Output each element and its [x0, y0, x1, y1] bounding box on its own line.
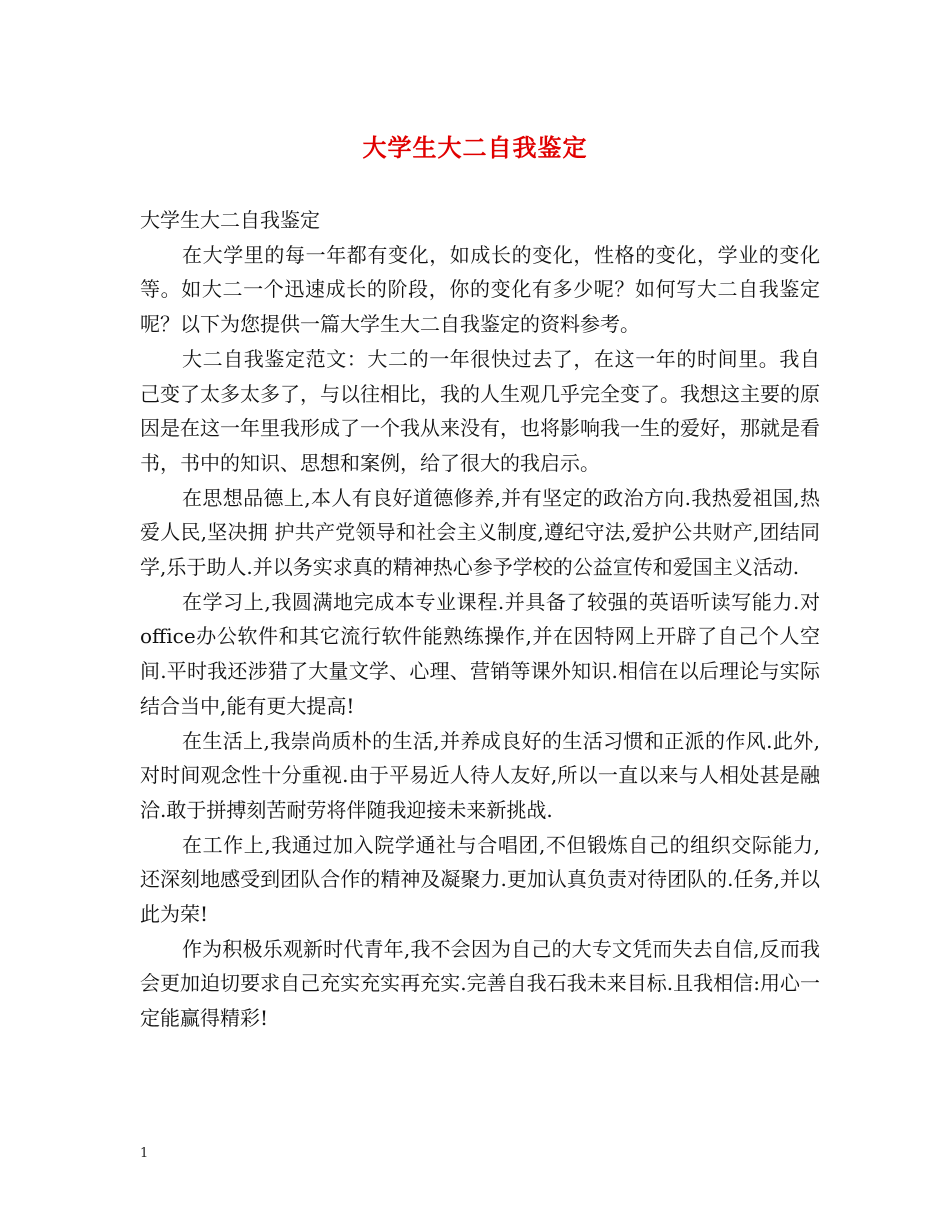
paragraph-life: 在生活上,我崇尚质朴的生活,并养成良好的生活习惯和正派的作风.此外,对时间观念性十分重视.由于平易近人待人友好,所以一直以来与人相处甚是融洽.敢于拼搏刻苦耐劳将伴随我迎接未来新挑战.	[140, 728, 820, 822]
page-number: 1	[140, 1146, 149, 1161]
paragraph-conclusion: 作为积极乐观新时代青年,我不会因为自己的大专文凭而失去自信,反而我会更加迫切要求自己充实充实再充实.完善自我石我未来目标.且我相信:用心一定能赢得精彩!	[140, 936, 820, 1031]
paragraph-work: 在工作上,我通过加入院学通社与合唱团,不但锻炼自己的组织交际能力,还深刻地感受到团队合作的精神及凝聚力.更加认真负责对待团队的.任务,并以此为荣!	[140, 832, 820, 927]
document-title: 大学生大二自我鉴定	[362, 133, 588, 162]
paragraph-intro: 在大学里的每一年都有变化，如成长的变化，性格的变化，学业的变化等。如大二一个迅速成长的阶段，你的变化有多少呢？如何写大二自我鉴定呢？以下为您提供一篇大学生大二自我鉴定的资料参考。	[140, 242, 820, 337]
paragraph-sample: 大二自我鉴定范文：大二的一年很快过去了，在这一年的时间里。我自己变了太多太多了，与以往相比，我的人生观几乎完全变了。我想这主要的原因是在这一年里我形成了一个我从来没有，也将影响我一生的爱好，那就是看书，书中的知识、思想和案例，给了很大的我启示。	[140, 346, 820, 475]
paragraph-study: 在学习上,我圆满地完成本专业课程.并具备了较强的英语听读写能力.对office办公软件和其它流行软件能熟练操作,并在因特网上开辟了自己个人空间.平时我还涉猎了大量文学、心理、营销等课外知识.相信在以后理论与实际结合当中,能有更大提高!	[140, 589, 820, 718]
paragraph-ideology: 在思想品德上,本人有良好道德修养,并有坚定的政治方向.我热爱祖国,热爱人民,坚决拥 护共产党领导和社会主义制度,遵纪守法,爱护公共财产,团结同学,乐于助人.并以务实求真的精神热心参予学校的公益宣传和爱国主义活动.	[140, 485, 820, 580]
document-subtitle: 大学生大二自我鉴定	[140, 208, 320, 232]
document-body	[140, 203, 820, 1036]
